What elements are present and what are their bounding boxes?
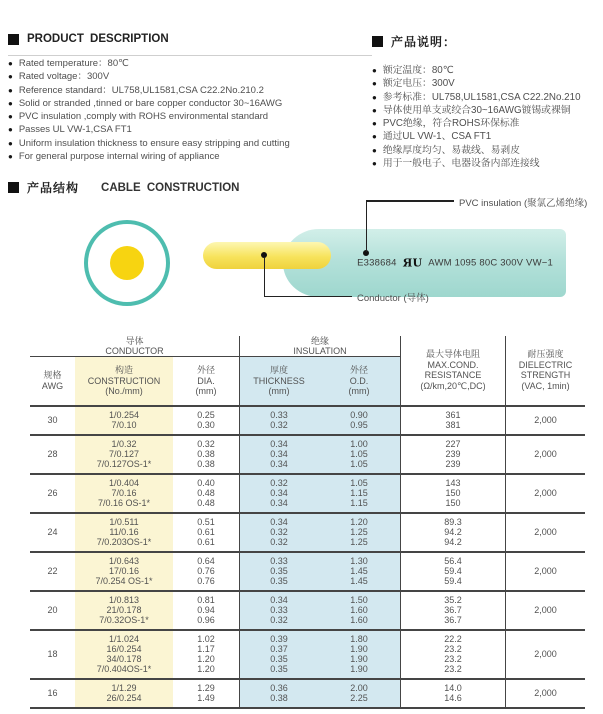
bullet-item [8,123,372,136]
cell-dia [173,631,240,678]
bullet-text: For general purpose internal wiring of appliance [18,151,220,163]
cell-construction [75,514,173,551]
cell-line: 0.96 [197,615,215,625]
cell-line: 0.34 [270,595,288,605]
insulation-callout-line-h [366,200,454,202]
product-description-title-text: PRODUCT DESCRIPTION [27,33,169,45]
conductor-group-header [30,336,239,357]
cell-line: 1.60 [350,605,368,615]
cell-line: 0.36 [270,683,288,693]
cell-dielectric [505,436,585,473]
cell-line: 36.7 [444,615,462,625]
cell-line: 0.76 [197,576,215,586]
cell-line: 0.35 [270,654,288,664]
cell-line: 7/0.254 OS-1* [95,576,153,586]
awg-column-header: 规格 AWG [41,370,64,391]
bullet-text: 导体使用单支或绞合30~16AWG镀锡或裸铜 [382,104,571,116]
cell-line: 0.32 [270,420,288,430]
bullet-text: Passes UL VW-1,CSA FT1 [18,124,132,136]
cell-line: 59.4 [444,566,462,576]
od-column-header: 外径 O.D. (mm) [318,357,400,405]
cell-line: 2,000 [534,449,557,459]
cell-line: 0.34 [270,517,288,527]
cell-line: 0.34 [270,439,288,449]
conductor-label: Conductor (导体) [357,293,429,304]
cell-line: 14.0 [444,683,462,693]
cell-line: 1.80 [350,634,368,644]
bullet-item [8,84,372,97]
spec-row-awg-26 [30,475,585,514]
cable-conductor-rod [203,242,331,269]
bullet-item [372,91,603,104]
cell-dielectric [505,553,585,590]
cell-line: 7/0.203OS-1* [96,537,152,547]
cell-line: 1.15 [350,488,368,498]
cell-dia [173,680,240,707]
cell-od [318,553,400,590]
cell-dia [173,436,240,473]
cell-line: 0.76 [197,566,215,576]
cell-line: 1/0.32 [111,439,137,449]
cell-line: 23.2 [444,644,462,654]
cell-dia [173,407,240,434]
cell-awg [30,407,75,434]
cell-line: 1.90 [350,654,368,664]
cell-line: 1.20 [197,664,215,674]
cell-line: 0.90 [350,410,368,420]
bullet-text: Uniform insulation thickness to ensure easy stripping and cutting [18,137,290,149]
product-description-section [8,33,372,163]
cell-line: 2,000 [534,566,557,576]
cell-resistance [400,436,505,473]
cell-line: 1.50 [350,595,368,605]
cell-line: 0.94 [197,605,215,615]
cell-construction [75,407,173,434]
insulation-group-header [240,336,400,357]
cable-print-spec: AWM 1095 80C 300V VW−1 [428,257,553,269]
bullet-item [372,64,603,77]
cell-line: 23.2 [444,654,462,664]
cell-line: 0.34 [270,459,288,469]
bullet-item [372,130,603,143]
cell-thickness [240,407,318,434]
cell-thickness [240,592,318,629]
insulation-group-en: INSULATION [293,346,347,356]
section-marker-icon [372,36,383,47]
cell-line: 1/0.813 [108,595,140,605]
cell-line: 24 [47,527,58,537]
cell-line: 2,000 [534,527,557,537]
cell-line: 1.20 [350,517,368,527]
cell-dielectric [505,514,585,551]
cell-line: 34/0.178 [106,654,142,664]
cell-line: 1.02 [197,634,215,644]
cell-line: 30 [47,415,58,425]
cell-line: 0.48 [197,488,215,498]
bullet-text: PVC绝缘，符合ROHS环保标准 [382,118,520,130]
cell-line: 0.25 [197,410,215,420]
cell-od [318,592,400,629]
cell-line: 2,000 [534,605,557,615]
cell-resistance [400,514,505,551]
bullet-text: Rated temperature：80℃ [18,58,129,69]
bullet-icon: ● [372,159,377,169]
section-marker-icon [8,34,19,45]
cell-resistance [400,680,505,707]
cell-line: 381 [445,420,461,430]
bullet-icon: ● [8,85,13,95]
cell-line: 0.61 [197,537,215,547]
cell-line: 0.95 [350,420,368,430]
dia-column-header: 外径 DIA. (mm) [195,365,217,396]
cell-line: 22.2 [444,634,462,644]
cable-print-cert: E338684 [357,257,397,269]
bullet-item [8,97,372,110]
bullet-item [8,57,372,70]
cell-dielectric [505,475,585,512]
cell-line: 150 [445,488,461,498]
cell-line: 239 [445,449,461,459]
cell-line: 0.51 [197,517,215,527]
cell-line: 2,000 [534,688,557,698]
bullet-item [8,137,372,150]
thickness-column-header: 厚度 THICKNESS (mm) [240,357,318,405]
cell-line: 0.48 [197,498,215,508]
bullet-text: 绝缘厚度均匀、易裁线、易剥皮 [382,144,520,156]
spec-row-awg-18 [30,631,585,680]
cell-line: 143 [445,478,461,488]
cell-line: 35.2 [444,595,462,605]
bullet-icon: ● [372,66,377,75]
bullet-item [372,144,603,157]
insulation-label: PVC insulation (聚氯乙烯绝缘) [459,198,588,209]
bullet-icon: ● [8,72,13,82]
cell-awg [30,680,75,707]
cell-line: 2.25 [350,693,368,703]
section-marker-icon [8,182,19,193]
product-description-cn-list [372,64,603,170]
cell-line: 1/0.643 [108,556,140,566]
cell-line: 0.32 [270,478,288,488]
cable-construction-title-en: CABLE CONSTRUCTION [101,181,240,194]
cell-line: 11/0.16 [109,527,139,537]
cell-construction [75,436,173,473]
cell-line: 0.35 [270,576,288,586]
spec-row-awg-30 [30,407,585,436]
cell-line: 16 [47,688,58,698]
cell-awg [30,553,75,590]
cell-dielectric [505,631,585,678]
cell-line: 14.6 [444,693,462,703]
cell-line: 227 [445,439,461,449]
cell-construction [75,631,173,678]
bullet-text: Reference standard：UL758,UL1581,CSA C22.2No.210.2 [18,84,264,96]
cable-print [357,257,553,270]
cell-line: 89.3 [444,517,462,527]
cell-line: 1.25 [350,537,368,547]
cell-line: 0.64 [197,556,215,566]
bullet-icon: ● [372,92,377,102]
cell-line: 7/0.16 [111,488,137,498]
bullet-text: 额定温度：80℃ [382,65,454,76]
cell-line: 1.00 [350,439,368,449]
cell-line: 59.4 [444,576,462,586]
spec-table-header [30,336,585,407]
cell-construction [75,592,173,629]
cell-line: 150 [445,498,461,508]
spec-row-awg-16 [30,680,585,709]
cell-line: 0.38 [197,459,215,469]
cell-od [318,407,400,434]
bullet-icon: ● [372,79,377,89]
spec-row-awg-28 [30,436,585,475]
bullet-text: 通过UL VW-1、CSA FT1 [382,131,492,143]
cell-line: 7/0.127 [108,449,140,459]
cell-resistance [400,553,505,590]
cell-line: 2,000 [534,415,557,425]
cell-line: 7/0.16 OS-1* [97,498,151,508]
cell-line: 7/0.32OS-1* [99,615,149,625]
cell-dielectric [505,407,585,434]
cell-thickness [240,553,318,590]
cell-resistance [400,592,505,629]
cell-line: 0.32 [270,615,288,625]
cell-line: 0.34 [270,498,288,508]
cell-line: 0.35 [270,566,288,576]
cell-line: 1/1.29 [111,683,137,693]
cell-line: 36.7 [444,605,462,615]
bullet-text: 用于一般电子、电器设备内部连接线 [382,158,540,170]
cell-od [318,436,400,473]
cell-thickness [240,475,318,512]
cell-line: 94.2 [444,537,462,547]
cell-line: 7/0.10 [111,420,137,430]
cell-line: 56.4 [444,556,462,566]
cell-line: 361 [445,410,461,420]
cell-line: 1.25 [350,527,368,537]
bullet-text: 参考标准：UL758,UL1581,CSA C22.2No.210 [382,91,581,103]
cell-od [318,680,400,707]
cell-line: 1.05 [350,478,368,488]
spec-row-awg-22 [30,553,585,592]
cell-line: 21/0.178 [106,605,142,615]
cable-construction-title-cn: 产品结构 [27,181,80,195]
conductor-group-en: CONDUCTOR [105,346,164,356]
spec-row-awg-24 [30,514,585,553]
cell-line: 0.32 [270,537,288,547]
cell-line: 2,000 [534,488,557,498]
cell-line: 1/1.024 [108,634,140,644]
cell-od [318,514,400,551]
cell-construction [75,680,173,707]
cell-line: 0.32 [197,439,215,449]
cell-line: 1.90 [350,644,368,654]
cell-dia [173,475,240,512]
bullet-icon: ● [8,152,13,162]
cell-construction [75,475,173,512]
cell-line: 26/0.254 [106,693,142,703]
bullet-text: Rated voltage：300V [18,71,110,83]
cell-line: 0.37 [270,644,288,654]
cell-dia [173,514,240,551]
insulation-subheaders [240,357,400,405]
bullet-item [372,104,603,117]
cell-line: 7/0.404OS-1* [96,664,152,674]
cell-line: 22 [47,566,58,576]
cell-line: 1.45 [350,576,368,586]
conductor-subheaders [30,357,239,405]
cell-line: 1.60 [350,615,368,625]
product-description-list [8,57,372,163]
cell-line: 1.45 [350,566,368,576]
spec-table-body [30,407,585,709]
cell-line: 7/0.127OS-1* [96,459,152,469]
bullet-text: 额定电压：300V [382,78,455,90]
ul-recognized-icon: ЯU [402,256,423,270]
cell-line: 239 [445,459,461,469]
cell-line: 1/0.254 [108,410,140,420]
product-description-cn-title-text: 产品说明： [391,35,457,49]
bullet-icon: ● [8,98,13,108]
cell-line: 94.2 [444,527,462,537]
cell-line: 1.30 [350,556,368,566]
cell-line: 1.17 [197,644,215,654]
cell-thickness [240,680,318,707]
cell-awg [30,436,75,473]
cell-resistance [400,631,505,678]
bullet-item [372,77,603,90]
cell-line: 0.33 [270,556,288,566]
cell-line: 2.00 [350,683,368,693]
cell-line: 0.39 [270,634,288,644]
cell-line: 1.20 [197,654,215,664]
cell-line: 23.2 [444,664,462,674]
bullet-icon: ● [8,112,13,122]
conductor-core-icon [110,246,144,280]
title-divider [8,55,372,56]
cell-line: 0.35 [270,664,288,674]
cell-line: 1/0.511 [109,517,139,527]
bullet-icon: ● [372,105,377,115]
dielectric-column-header: 耐压强度 DIELECTRIC STRENGTH (VAC, 1min) [505,336,585,405]
cell-line: 16/0.254 [106,644,142,654]
product-description-cn-title [372,33,603,50]
cell-od [318,631,400,678]
cell-line: 1/0.404 [108,478,140,488]
conductor-callout-line-v [264,257,266,297]
cell-resistance [400,407,505,434]
cell-line: 1.29 [197,683,215,693]
cell-line: 0.30 [197,420,215,430]
cell-line: 0.33 [270,605,288,615]
cell-line: 0.61 [197,527,215,537]
cell-line: 1.90 [350,664,368,674]
cell-line: 1.05 [350,459,368,469]
cell-line: 1.49 [197,693,215,703]
cell-line: 1.05 [350,449,368,459]
cell-awg [30,514,75,551]
cell-construction [75,553,173,590]
cell-line: 0.34 [270,449,288,459]
cell-resistance [400,475,505,512]
cell-thickness [240,631,318,678]
cell-line: 17/0.16 [108,566,140,576]
cable-cross-section [84,220,170,306]
bullet-item [372,117,603,130]
bullet-item [8,150,372,163]
cell-awg [30,631,75,678]
conductor-callout-line-h [264,296,352,298]
bullet-item [8,110,372,123]
cable-construction-title [8,179,239,196]
bullet-icon: ● [372,132,377,142]
spec-row-awg-20 [30,592,585,631]
spec-table [30,336,585,709]
cell-line: 28 [47,449,58,459]
cell-line: 20 [47,605,58,615]
cell-thickness [240,436,318,473]
insulation-group-cn: 绝缘 [310,336,329,346]
conductor-group-cn: 导体 [125,336,144,346]
bullet-icon: ● [8,59,13,68]
cell-line: 0.34 [270,488,288,498]
cell-thickness [240,514,318,551]
cell-line: 26 [47,488,58,498]
cell-line: 0.32 [270,527,288,537]
bullet-item [372,157,603,170]
cell-dielectric [505,680,585,707]
bullet-icon: ● [372,145,377,155]
cell-dielectric [505,592,585,629]
cell-line: 0.40 [197,478,215,488]
cell-dia [173,592,240,629]
bullet-text: Solid or stranded ,tinned or bare copper conductor 30~16AWG [18,97,283,109]
bullet-icon: ● [8,138,13,148]
cell-awg [30,475,75,512]
cell-line: 18 [47,649,58,659]
construction-column-header: 构造 CONSTRUCTION (No./mm) [75,357,173,405]
cell-line: 0.33 [270,410,288,420]
conductor-group-column [30,336,240,405]
bullet-item [8,70,372,83]
bullet-icon: ● [8,125,13,135]
product-description-title [8,33,372,45]
resistance-column-header: 最大导体电阻 MAX.COND. RESISTANCE (Ω/km,20℃,DC) [400,336,505,405]
bullet-icon: ● [372,119,377,129]
cell-line: 0.38 [197,449,215,459]
insulation-group-column [240,336,400,405]
cell-line: 2,000 [534,649,557,659]
cell-dia [173,553,240,590]
cell-awg [30,592,75,629]
insulation-callout-line-v [366,200,368,252]
product-description-cn-section [372,33,603,170]
cell-line: 1.15 [350,498,368,508]
cell-od [318,475,400,512]
bullet-text: PVC insulation ,comply with ROHS environmental standard [18,111,269,123]
cell-line: 0.81 [197,595,215,605]
cell-line: 0.38 [270,693,288,703]
